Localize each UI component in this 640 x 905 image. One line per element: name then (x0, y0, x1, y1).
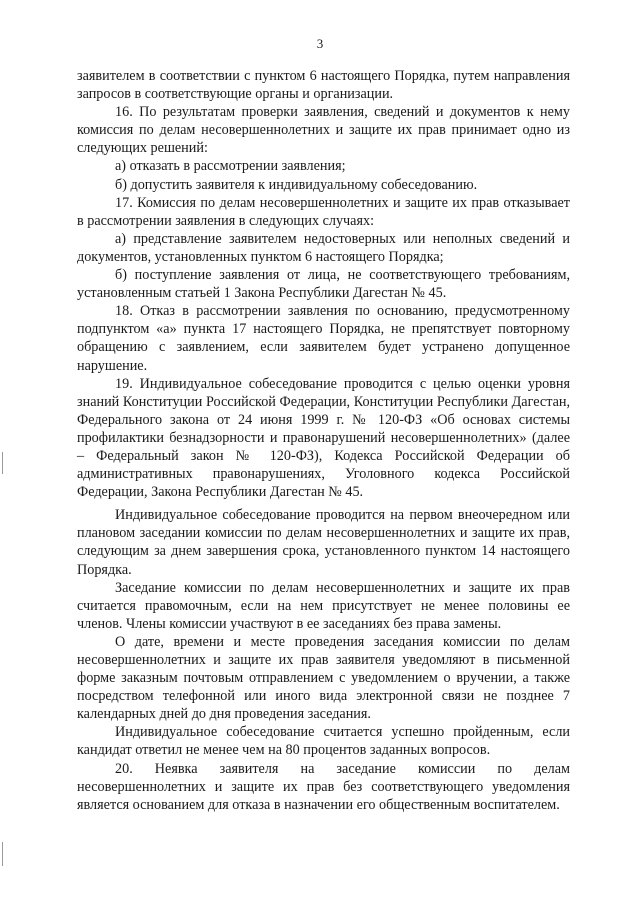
paragraph-interview-pass: Индивидуальное собеседование считается успешно пройденным, если кандидат ответил не менее чем на 80 процентов заданных вопросов. (77, 724, 570, 759)
paragraph-continuation: заявителем в соответствии с пунктом 6 настоящего Порядка, путем направления запросов в соответствующие органы и организации. (77, 68, 570, 103)
document-body (77, 67, 570, 814)
paragraph-quorum: Заседание комиссии по делам несовершеннолетних и защите их прав считается правомочным, если на нем присутствует не менее половины ее членов. Члены комиссии участвуют в ее заседаниях без права замены. (77, 579, 570, 632)
page-number: 3 (316, 36, 324, 51)
paragraph-item-19: 19. Индивидуальное собеседование проводится с целью оценки уровня знаний Конституции Российской Федерации, Конституции Республики Дагестан, Федерального закона от 24 июня 1999 г. № 120-ФЗ «Об основах системы профилактики безнадзорности и правонарушений несовершеннолетних» (далее – Федеральный закон № 120-ФЗ), Кодекса Российской Федерации об административных правонарушениях, Уголовного кодекса Российской Федерации, Закона Республики Дагестан № 45. (77, 375, 570, 501)
paragraph-interview-timing: Индивидуальное собеседование проводится на первом внеочередном или плановом заседании комиссии по делам несовершеннолетних и защите их прав, следующим за днем завершения срока, установленного пунктом 14 настоящего Порядка. (77, 507, 570, 578)
scan-margin-mark (2, 842, 3, 866)
paragraph-item-18: 18. Отказ в рассмотрении заявления по основанию, предусмотренному подпунктом «а» пункта 17 настоящего Порядка, не препятствует повторному обращению с заявлением, если заявителем будет устранено допущенное нарушение. (77, 303, 570, 374)
paragraph-item-16: 16. По результатам проверки заявления, сведений и документов к нему комиссия по делам несовершеннолетних и защите их прав принимает одно из следующих решений: (77, 104, 570, 157)
paragraph-notification: О дате, времени и месте проведения заседания комиссии по делам несовершеннолетних и защите их прав заявителя уведомляют в письменной форме заказным почтовым отправлением с уведомлением о вручении, а также посредством телефонной или иного вида электронной связи не позднее 7 календарных дней до дня проведения заседания. (77, 633, 570, 723)
scan-margin-mark (2, 452, 3, 474)
paragraph-item-17: 17. Комиссия по делам несовершеннолетних и защите их прав отказывает в рассмотрении заявления в следующих случаях: (77, 194, 570, 229)
paragraph-subitem-17b: б) поступление заявления от лица, не соответствующего требованиям, установленным статьей 1 Закона Республики Дагестан № 45. (77, 267, 570, 302)
paragraph-item-20: 20. Неявка заявителя на заседание комиссии по делам несовершеннолетних и защите их прав без соответствующего уведомления является основанием для отказа в назначении его общественным воспитателем. (77, 760, 570, 813)
paragraph-subitem-17a: а) представление заявителем недостоверных или неполных сведений и документов, установленных пунктом 6 настоящего Порядка; (77, 230, 570, 265)
paragraph-subitem-16b: б) допустить заявителя к индивидуальному собеседованию. (115, 176, 478, 193)
paragraph-subitem-16a: а) отказать в рассмотрении заявления; (115, 158, 346, 175)
